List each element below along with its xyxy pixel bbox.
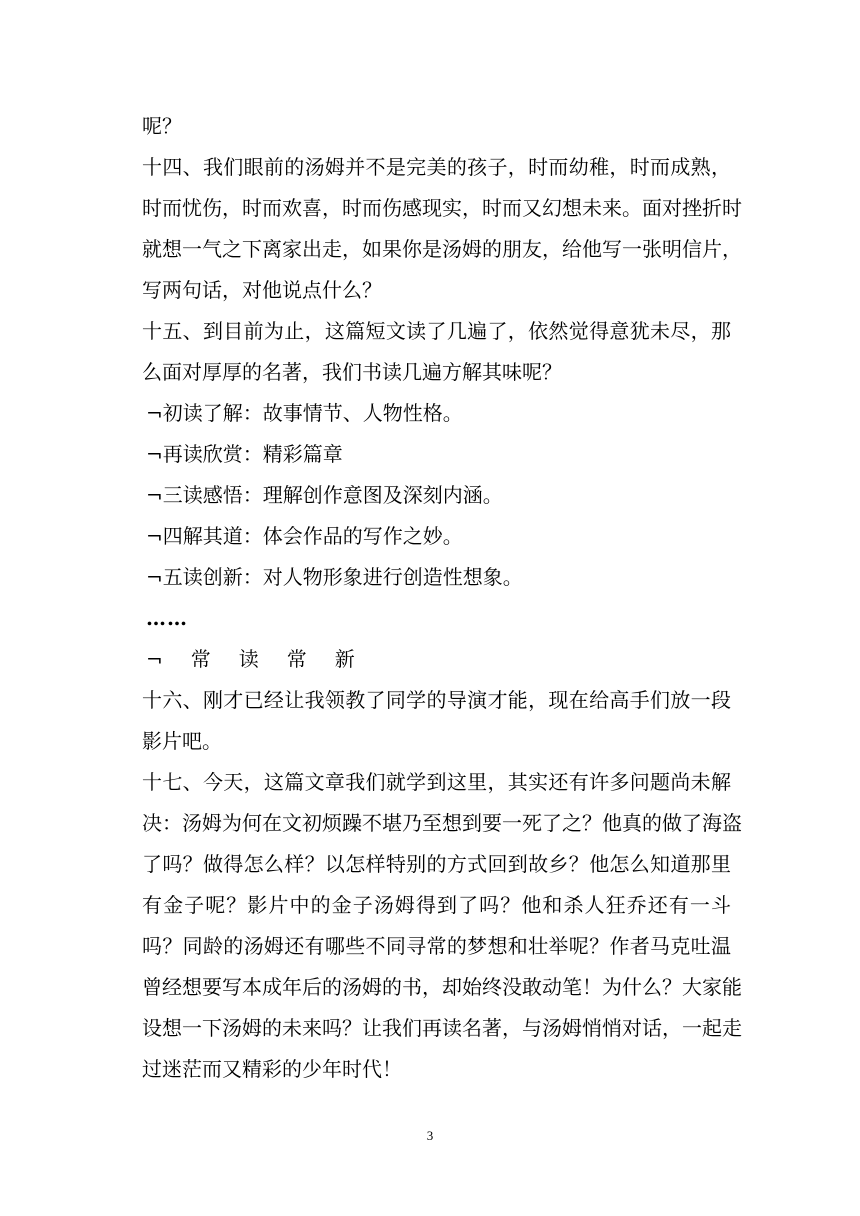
list-item-first-reading: ¬初读了解：故事情节、人物性格。 <box>146 401 463 425</box>
list-item-always-new: ¬ 常 读 常 新 <box>146 647 359 671</box>
paragraph-14-line-3: 就想一气之下离家出走，如果你是汤姆的朋友，给他写一张明信片， <box>142 237 742 261</box>
paragraph-15-line-1: 十五、到目前为止，这篇短文读了几遍了，依然觉得意犹未尽，那 <box>142 319 731 343</box>
paragraph-14-line-2: 时而忧伤，时而欢喜，时而伤感现实，时而又幻想未来。面对挫折时 <box>142 196 742 220</box>
text-line: 呢？ <box>142 114 182 138</box>
list-item-second-reading: ¬再读欣赏：精彩篇章 <box>146 442 343 466</box>
paragraph-17-line-8: 过迷茫而又精彩的少年时代！ <box>142 1057 402 1081</box>
ellipsis: …… <box>146 606 188 630</box>
paragraph-14-line-1: 十四、我们眼前的汤姆并不是完美的孩子，时而幼稚，时而成熟， <box>142 155 731 179</box>
paragraph-17-line-4: 有金子呢？影片中的金子汤姆得到了吗？他和杀人狂乔还有一斗 <box>142 893 731 917</box>
paragraph-16-line-2: 影片吧。 <box>142 729 222 753</box>
paragraph-17-line-3: 了吗？做得怎么样？以怎样特别的方式回到故乡？他怎么知道那里 <box>142 852 731 876</box>
document-body <box>142 106 742 1090</box>
paragraph-17-line-2: 决：汤姆为何在文初烦躁不堪乃至想到要一死了之？他真的做了海盗 <box>142 811 742 835</box>
paragraph-17-line-6: 曾经想要写本成年后的汤姆的书，却始终没敢动笔！为什么？大家能 <box>142 975 742 999</box>
paragraph-17-line-1: 十七、今天，这篇文章我们就学到这里，其实还有许多问题尚未解 <box>142 770 731 794</box>
paragraph-15-line-2: 么面对厚厚的名著，我们书读几遍方解其味呢？ <box>142 360 562 384</box>
page-number: 3 <box>426 1128 434 1143</box>
paragraph-16-line-1: 十六、刚才已经让我领教了同学的导演才能，现在给高手们放一段 <box>142 688 731 712</box>
paragraph-17-line-7: 设想一下汤姆的未来吗？让我们再读名著，与汤姆悄悄对话，一起走 <box>142 1016 742 1040</box>
list-item-fourth-reading: ¬四解其道：体会作品的写作之妙。 <box>146 524 463 548</box>
list-item-fifth-reading: ¬五读创新：对人物形象进行创造性想象。 <box>146 565 523 589</box>
list-item-third-reading: ¬三读感悟：理解创作意图及深刻内涵。 <box>146 483 503 507</box>
paragraph-17-line-5: 吗？同龄的汤姆还有哪些不同寻常的梦想和壮举呢？作者马克吐温 <box>142 934 731 958</box>
paragraph-14-line-4: 写两句话，对他说点什么？ <box>142 278 382 302</box>
